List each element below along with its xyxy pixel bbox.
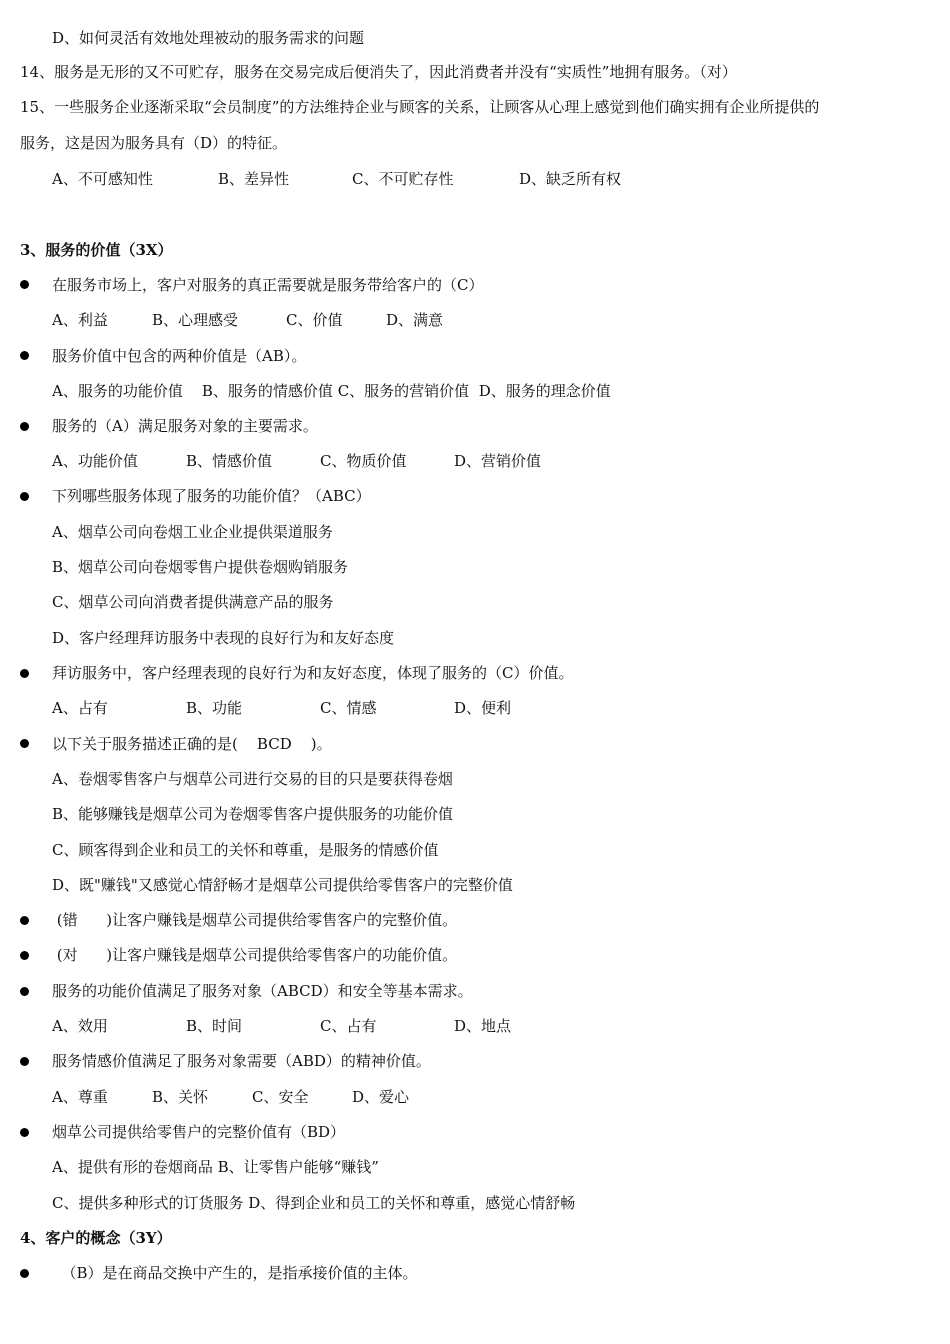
bullet-icon	[20, 1057, 29, 1066]
option-d: D、客户经理拜访服务中表现的良好行为和友好态度	[52, 629, 395, 647]
options-row	[52, 450, 541, 472]
option-b: B、差异性	[218, 170, 290, 188]
options-row	[52, 697, 511, 719]
question-text: 拜访服务中，客户经理表现的良好行为和友好态度，体现了服务的（C）价值。	[52, 664, 574, 682]
option-a: A、尊重	[52, 1088, 108, 1106]
question-text: 服务的功能价值满足了服务对象（ABCD）和安全等基本需求。	[52, 982, 473, 1000]
options-row	[52, 1015, 511, 1037]
options-row	[52, 309, 443, 331]
option-d: D、地点	[454, 1017, 512, 1035]
question-text: （B）是在商品交换中产生的，是指承接价值的主体。	[52, 1264, 418, 1282]
option-b: B、关怀	[152, 1088, 209, 1106]
option-b: B、烟草公司向卷烟零售户提供卷烟购销服务	[52, 558, 349, 576]
option-a: A、效用	[52, 1017, 108, 1035]
question-text: (错 )让客户赚钱是烟草公司提供给零售客户的完整价值。	[52, 911, 458, 929]
option-a: A、卷烟零售客户与烟草公司进行交易的目的只是要获得卷烟	[52, 770, 453, 788]
question-text: 服务价值中包含的两种价值是（AB）。	[52, 347, 307, 365]
option-d: D、爱心	[352, 1088, 410, 1106]
question-14: 14、服务是无形的又不可贮存，服务在交易完成后便消失了，因此消费者并没有“实质性”地拥有服务。（对）	[20, 63, 737, 81]
bullet-icon	[20, 280, 29, 289]
option-b: B、心理感受	[152, 311, 239, 329]
bullet-icon	[20, 1128, 29, 1137]
option-d: D、既"赚钱"又感觉心情舒畅才是烟草公司提供给零售客户的完整价值	[52, 876, 513, 894]
option-c: C、占有	[320, 1017, 377, 1035]
options-row	[52, 1086, 409, 1108]
question-text: 服务的（A）满足服务对象的主要需求。	[52, 417, 318, 435]
bullet-icon	[20, 422, 29, 431]
bullet-icon	[20, 951, 29, 960]
bullet-icon	[20, 669, 29, 678]
option-a: A、占有	[52, 699, 108, 717]
question-15: 15、一些服务企业逐渐采取“会员制度”的方法维持企业与顾客的关系，让顾客从心理上感觉到他们确实拥有企业所提供的	[20, 98, 820, 116]
option-line: C、提供多种形式的订货服务 D、得到企业和员工的关怀和尊重，感觉心情舒畅	[52, 1194, 576, 1212]
section-heading-3: 3、服务的价值（3X）	[20, 241, 173, 259]
question-text: 以下关于服务描述正确的是( BCD )。	[52, 735, 332, 753]
question-text: 在服务市场上，客户对服务的真正需要就是服务带给客户的（C）	[52, 276, 484, 294]
text-line: D、如何灵活有效地处理被动的服务需求的问题	[52, 29, 365, 47]
bullet-icon	[20, 1269, 29, 1278]
options-row: A、服务的功能价值 B、服务的情感价值 C、服务的营销价值 D、服务的理念价值	[52, 382, 611, 400]
option-c: C、物质价值	[320, 452, 407, 470]
question-15-cont: 服务，这是因为服务具有（D）的特征。	[20, 134, 288, 152]
question-text: 服务情感价值满足了服务对象需要（ABD）的精神价值。	[52, 1052, 431, 1070]
option-b: B、功能	[186, 699, 243, 717]
question-15-options	[52, 168, 621, 190]
option-d: D、营销价值	[454, 452, 542, 470]
bullet-icon	[20, 492, 29, 501]
option-c: C、不可贮存性	[352, 170, 454, 188]
option-a: A、利益	[52, 311, 108, 329]
option-c: C、烟草公司向消费者提供满意产品的服务	[52, 593, 334, 611]
option-b: B、能够赚钱是烟草公司为卷烟零售客户提供服务的功能价值	[52, 805, 454, 823]
option-d: D、满意	[386, 311, 444, 329]
option-b: B、时间	[186, 1017, 243, 1035]
bullet-icon	[20, 987, 29, 996]
bullet-icon	[20, 916, 29, 925]
bullet-icon	[20, 739, 29, 748]
question-text: 烟草公司提供给零售户的完整价值有（BD）	[52, 1123, 346, 1141]
question-text: (对 )让客户赚钱是烟草公司提供给零售客户的功能价值。	[52, 946, 458, 964]
question-text: 下列哪些服务体现了服务的功能价值？（ABC）	[52, 487, 371, 505]
bullet-icon	[20, 351, 29, 360]
option-d: D、缺乏所有权	[519, 170, 622, 188]
option-a: A、功能价值	[52, 452, 138, 470]
option-b: B、情感价值	[186, 452, 273, 470]
option-c: C、价值	[286, 311, 343, 329]
option-c: C、情感	[320, 699, 377, 717]
option-line: A、提供有形的卷烟商品 B、让零售户能够“赚钱”	[52, 1158, 379, 1176]
section-heading-4: 4、客户的概念（3Y）	[20, 1229, 172, 1247]
option-d: D、便利	[454, 699, 512, 717]
option-a: A、不可感知性	[52, 170, 153, 188]
option-a: A、烟草公司向卷烟工业企业提供渠道服务	[52, 523, 333, 541]
option-c: C、安全	[252, 1088, 309, 1106]
option-c: C、顾客得到企业和员工的关怀和尊重，是服务的情感价值	[52, 841, 439, 859]
